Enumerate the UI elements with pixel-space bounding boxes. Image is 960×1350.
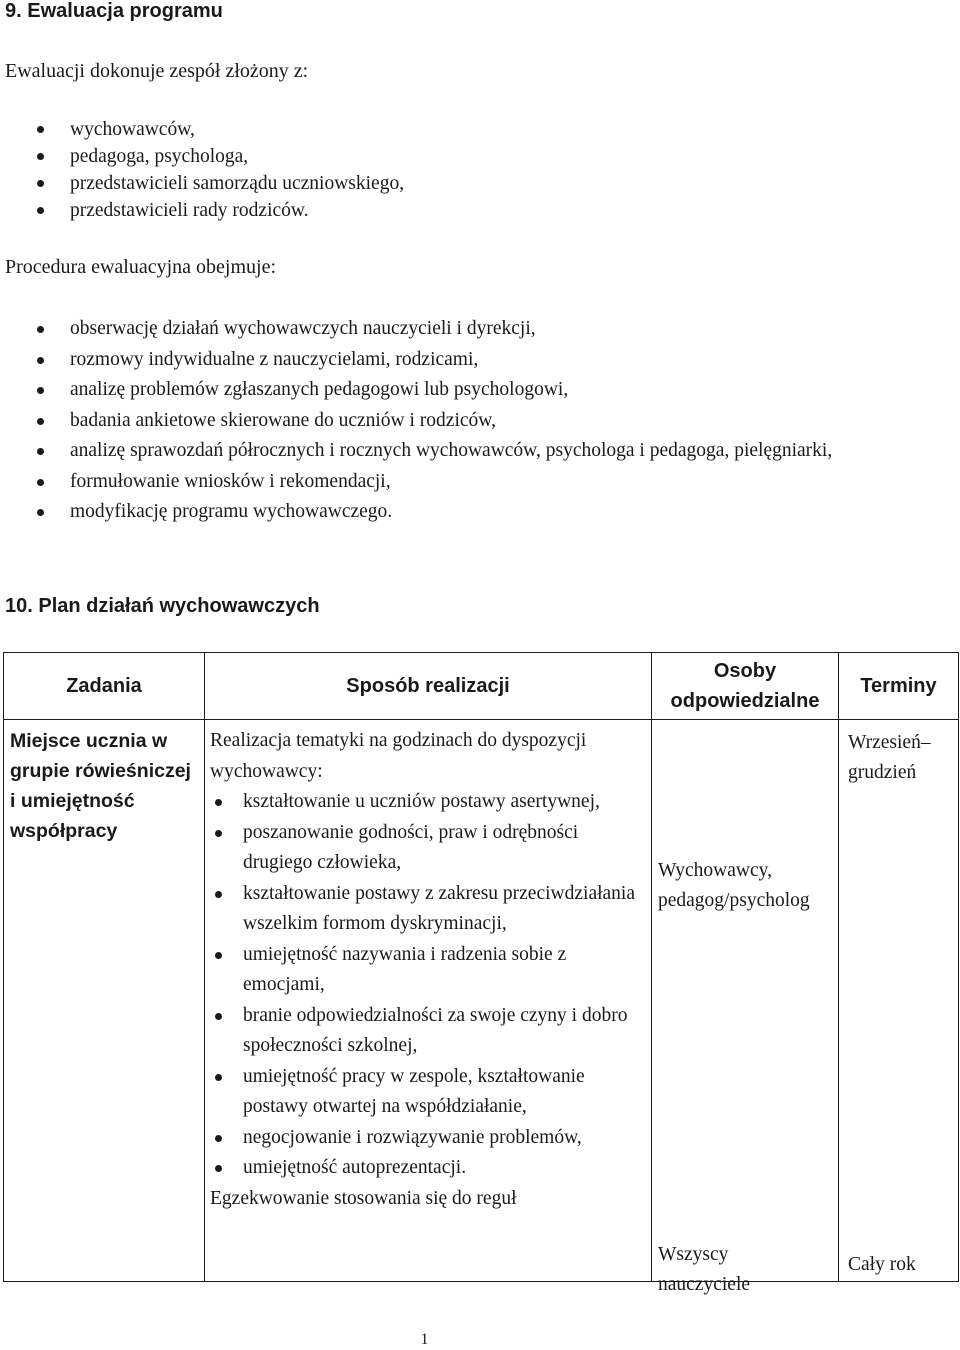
- task-cell: Miejsce ucznia w grupie rówieśniczej i umiejętność współpracy: [4, 720, 205, 1282]
- list-item: rozmowy indywidualne z nauczycielami, rodzicami,: [0, 345, 932, 376]
- list-item: negocjowanie i rozwiązywanie problemów,: [210, 1123, 645, 1154]
- method-list: [210, 787, 645, 1184]
- list-item: umiejętność autoprezentacji.: [210, 1153, 645, 1184]
- evaluation-team-intro: Ewaluacji dokonuje zespół złożony z:: [5, 60, 309, 82]
- list-item: analizę sprawozdań półrocznych i rocznych wychowawców, psychologa i pedagoga, pielęgniarki,: [0, 436, 932, 467]
- list-item: umiejętność pracy w zespole, kształtowanie postawy otwartej na współdziałanie,: [210, 1062, 645, 1123]
- list-item: analizę problemów zgłaszanych pedagogowi lub psychologowi,: [0, 375, 932, 406]
- header-terms: Terminy: [839, 653, 959, 720]
- header-method: Sposób realizacji: [205, 653, 652, 720]
- procedure-intro: Procedura ewaluacyjna obejmuje:: [5, 256, 276, 278]
- method-cell: [205, 720, 652, 1282]
- list-item: modyfikację programu wychowawczego.: [0, 497, 932, 528]
- method-outro: Egzekwowanie stosowania się do reguł: [210, 1187, 517, 1209]
- table-header-row: [4, 653, 959, 720]
- action-plan-table: [3, 652, 959, 1295]
- list-item: poszanowanie godności, praw i odrębności drugiego człowieka,: [210, 818, 645, 879]
- list-item: pedagoga, psychologa,: [0, 143, 404, 170]
- header-persons: Osoby odpowiedzialne: [652, 653, 839, 720]
- term-primary: Wrzesień– grudzień: [848, 732, 931, 783]
- term-secondary: Cały rok: [848, 1254, 916, 1275]
- section-9-title: 9. Ewaluacja programu: [5, 0, 223, 22]
- list-item: obserwację działań wychowawczych nauczycieli i dyrekcji,: [0, 314, 932, 345]
- evaluation-team-list: [0, 116, 404, 224]
- table-row: [4, 720, 959, 1282]
- procedure-list: [0, 314, 932, 528]
- header-tasks: Zadania: [4, 653, 205, 720]
- list-item: branie odpowiedzialności za swoje czyny i dobro społeczności szkolnej,: [210, 1001, 645, 1062]
- page-number: 1: [420, 1331, 429, 1348]
- list-item: przedstawicieli rady rodziców.: [0, 197, 404, 224]
- list-item: umiejętność nazywania i radzenia sobie z emocjami,: [210, 940, 645, 1001]
- list-item: formułowanie wniosków i rekomendacji,: [0, 467, 932, 498]
- list-item: kształtowanie postawy z zakresu przeciwdziałania wszelkim formom dyskryminacji,: [210, 879, 645, 940]
- list-item: badania ankietowe skierowane do uczniów i rodziców,: [0, 406, 932, 437]
- persons-primary: Wychowawcy, pedagog/psycholog: [658, 860, 810, 911]
- method-intro: Realizacja tematyki na godzinach do dyspozycji wychowawcy:: [210, 730, 587, 782]
- persons-cell: [652, 720, 839, 1295]
- list-item: wychowawców,: [0, 116, 404, 143]
- section-10-title: 10. Plan działań wychowawczych: [5, 595, 320, 617]
- terms-cell: [839, 720, 959, 1282]
- persons-secondary: Wszyscy nauczyciele: [658, 1244, 751, 1295]
- list-item: kształtowanie u uczniów postawy asertywnej,: [210, 787, 645, 818]
- list-item: przedstawicieli samorządu uczniowskiego,: [0, 170, 404, 197]
